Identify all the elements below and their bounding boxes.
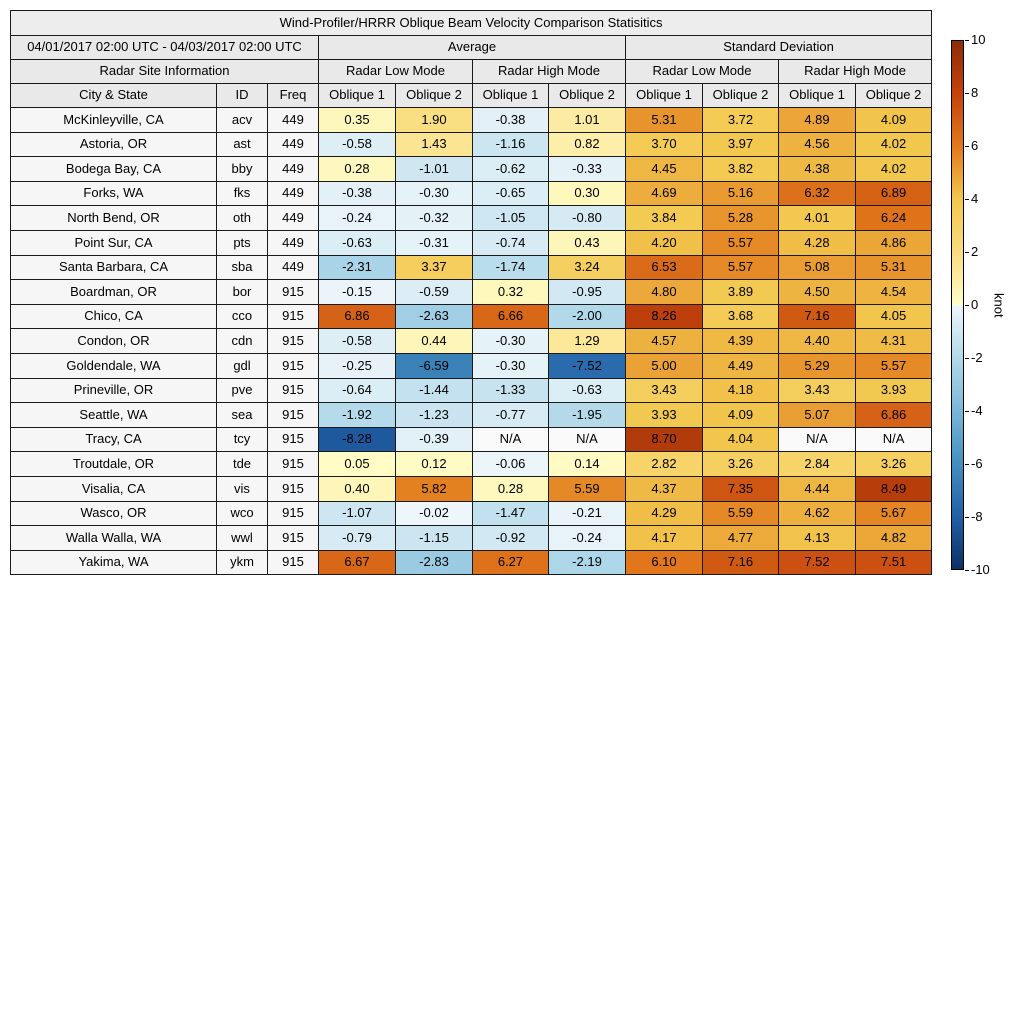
table-row [11,403,932,428]
std-value-cell: 5.28 [703,206,779,231]
avg-value-cell: 0.43 [549,230,626,255]
avg-value-cell: 1.01 [549,108,626,133]
avg-value-cell: -0.32 [396,206,473,231]
std-high-mode-header: Radar High Mode [779,60,932,84]
std-value-cell: 4.28 [779,230,856,255]
colorbar-tick-mark [965,93,969,94]
avg-value-cell: -1.33 [473,378,549,403]
std-value-cell: 4.54 [856,280,932,305]
site-id-cell: pts [217,230,268,255]
avg-value-cell: -1.92 [319,403,396,428]
avg-value-cell: -0.77 [473,403,549,428]
avg-value-cell: 0.14 [549,452,626,477]
std-value-cell: 3.93 [856,378,932,403]
colorbar-tick-label: 8 [971,85,979,100]
avg-low-mode-header: Radar Low Mode [319,60,473,84]
avg-value-cell: 5.59 [549,476,626,501]
avg-value-cell: -0.33 [549,157,626,182]
avg-value-cell: -0.79 [319,526,396,551]
std-value-cell: 4.09 [703,403,779,428]
std-value-cell: 3.26 [703,452,779,477]
site-id-cell: pve [217,378,268,403]
freq-cell: 915 [268,501,319,526]
std-value-cell: 3.72 [703,108,779,133]
colorbar-tick-label: 4 [971,191,979,206]
table-row [11,353,932,378]
std-value-cell: 7.52 [779,550,856,575]
std-value-cell: 6.10 [626,550,703,575]
avg-value-cell: -0.31 [396,230,473,255]
std-value-cell: 5.59 [703,501,779,526]
freq-cell: 449 [268,206,319,231]
avg-value-cell: -0.38 [319,181,396,206]
std-value-cell: 4.49 [703,353,779,378]
site-id-cell: tde [217,452,268,477]
site-id-cell: ykm [217,550,268,575]
oblique-header: Oblique 1 [319,84,396,108]
table-row [11,108,932,133]
avg-high-mode-header: Radar High Mode [473,60,626,84]
std-value-cell: 4.77 [703,526,779,551]
avg-value-cell: 5.82 [396,476,473,501]
site-id-cell: wco [217,501,268,526]
site-id-cell: cdn [217,329,268,354]
site-id-cell: ast [217,132,268,157]
avg-value-cell: 6.66 [473,304,549,329]
std-value-cell: 6.32 [779,181,856,206]
std-value-cell: 4.82 [856,526,932,551]
colorbar [951,40,964,570]
table-row [11,304,932,329]
column-header-row [11,84,932,108]
std-value-cell: 4.69 [626,181,703,206]
id-header: ID [217,84,268,108]
avg-value-cell: -2.31 [319,255,396,280]
std-value-cell: 4.57 [626,329,703,354]
avg-value-cell: -0.21 [549,501,626,526]
avg-value-cell: 0.05 [319,452,396,477]
site-id-cell: acv [217,108,268,133]
std-value-cell: 2.84 [779,452,856,477]
table-row [11,280,932,305]
colorbar-tick-mark [965,358,969,359]
table-row [11,452,932,477]
site-id-cell: gdl [217,353,268,378]
std-value-cell: 8.49 [856,476,932,501]
avg-value-cell: -1.23 [396,403,473,428]
city-cell: Yakima, WA [11,550,217,575]
std-value-cell: 5.16 [703,181,779,206]
std-value-cell: 6.24 [856,206,932,231]
std-value-cell: 4.56 [779,132,856,157]
colorbar-tick-mark [965,146,969,147]
site-info-header: Radar Site Information [11,60,319,84]
std-low-mode-header: Radar Low Mode [626,60,779,84]
statistics-table [10,10,932,575]
avg-value-cell: -0.95 [549,280,626,305]
std-value-cell: 6.89 [856,181,932,206]
avg-value-cell: -1.95 [549,403,626,428]
avg-value-cell: -0.30 [473,329,549,354]
colorbar-tick-label: 10 [971,32,986,47]
oblique-header: Oblique 1 [626,84,703,108]
std-value-cell: 4.80 [626,280,703,305]
avg-value-cell: -0.63 [549,378,626,403]
site-id-cell: fks [217,181,268,206]
table-row [11,501,932,526]
freq-cell: 915 [268,403,319,428]
std-value-cell: 4.40 [779,329,856,354]
avg-value-cell: -0.65 [473,181,549,206]
avg-value-cell: -0.58 [319,329,396,354]
table-row [11,550,932,575]
avg-value-cell: -7.52 [549,353,626,378]
city-cell: Boardman, OR [11,280,217,305]
std-value-cell: 8.70 [626,427,703,452]
std-value-cell: 6.53 [626,255,703,280]
table-row [11,427,932,452]
colorbar-tick-mark [965,40,969,41]
freq-cell: 915 [268,526,319,551]
std-value-cell: 4.89 [779,108,856,133]
site-id-cell: oth [217,206,268,231]
std-value-cell: 3.97 [703,132,779,157]
std-value-cell: 4.37 [626,476,703,501]
avg-value-cell: -0.25 [319,353,396,378]
oblique-header: Oblique 2 [396,84,473,108]
city-cell: Visalia, CA [11,476,217,501]
colorbar-tick-mark [965,252,969,253]
avg-value-cell: 0.40 [319,476,396,501]
oblique-header: Oblique 2 [856,84,932,108]
avg-value-cell: -1.15 [396,526,473,551]
group-average-header: Average [319,36,626,60]
std-value-cell: 4.38 [779,157,856,182]
std-value-cell: 3.26 [856,452,932,477]
avg-value-cell: 3.24 [549,255,626,280]
city-cell: Walla Walla, WA [11,526,217,551]
std-value-cell: 5.07 [779,403,856,428]
avg-value-cell: -0.62 [473,157,549,182]
std-value-cell: 5.31 [856,255,932,280]
std-value-cell: N/A [856,427,932,452]
city-cell: Wasco, OR [11,501,217,526]
std-value-cell: 3.70 [626,132,703,157]
std-value-cell: 3.68 [703,304,779,329]
std-value-cell: 4.62 [779,501,856,526]
city-cell: Troutdale, OR [11,452,217,477]
std-value-cell: 3.93 [626,403,703,428]
avg-value-cell: 0.35 [319,108,396,133]
std-value-cell: 3.43 [626,378,703,403]
colorbar-tick-mark [965,570,969,571]
std-value-cell: 3.84 [626,206,703,231]
table-row [11,181,932,206]
table-row [11,132,932,157]
std-value-cell: 7.51 [856,550,932,575]
avg-value-cell: -8.28 [319,427,396,452]
oblique-header: Oblique 2 [703,84,779,108]
std-value-cell: 5.57 [856,353,932,378]
colorbar-tick-label: -8 [971,509,983,524]
city-cell: Prineville, OR [11,378,217,403]
std-value-cell: 8.26 [626,304,703,329]
std-value-cell: 3.43 [779,378,856,403]
std-value-cell: 2.82 [626,452,703,477]
std-value-cell: 4.02 [856,132,932,157]
colorbar-tick-mark [965,199,969,200]
city-cell: Santa Barbara, CA [11,255,217,280]
table-title: Wind-Profiler/HRRR Oblique Beam Velocity Comparison Statisitics [11,11,932,36]
avg-value-cell: -0.59 [396,280,473,305]
site-id-cell: bor [217,280,268,305]
std-value-cell: 4.44 [779,476,856,501]
std-value-cell: 4.17 [626,526,703,551]
colorbar-tick-label: -2 [971,350,983,365]
freq-cell: 449 [268,132,319,157]
site-id-cell: bby [217,157,268,182]
avg-value-cell: 0.28 [319,157,396,182]
avg-value-cell: 0.32 [473,280,549,305]
std-value-cell: 5.00 [626,353,703,378]
std-value-cell: 5.31 [626,108,703,133]
colorbar-tick-label: -10 [971,562,990,577]
freq-cell: 915 [268,329,319,354]
std-value-cell: 4.02 [856,157,932,182]
std-value-cell: 5.08 [779,255,856,280]
avg-value-cell: 1.29 [549,329,626,354]
std-value-cell: 4.05 [856,304,932,329]
table-row [11,157,932,182]
table-row [11,255,932,280]
avg-value-cell: -1.74 [473,255,549,280]
colorbar-tick-mark [965,517,969,518]
std-value-cell: 4.13 [779,526,856,551]
std-value-cell: 4.01 [779,206,856,231]
avg-value-cell: N/A [473,427,549,452]
std-value-cell: 4.31 [856,329,932,354]
colorbar-tick-mark [965,305,969,306]
freq-cell: 915 [268,476,319,501]
table-row [11,526,932,551]
std-value-cell: 7.16 [779,304,856,329]
avg-value-cell: -2.00 [549,304,626,329]
table-row [11,378,932,403]
std-value-cell: 4.39 [703,329,779,354]
avg-value-cell: -0.30 [396,181,473,206]
site-id-cell: sba [217,255,268,280]
table-row [11,230,932,255]
freq-cell: 915 [268,353,319,378]
colorbar-tick-label: 0 [971,297,979,312]
avg-value-cell: -0.02 [396,501,473,526]
std-value-cell: N/A [779,427,856,452]
avg-value-cell: 0.12 [396,452,473,477]
avg-value-cell: -2.83 [396,550,473,575]
freq-cell: 449 [268,181,319,206]
site-id-cell: wwl [217,526,268,551]
std-value-cell: 5.67 [856,501,932,526]
site-id-cell: cco [217,304,268,329]
avg-value-cell: 1.90 [396,108,473,133]
avg-value-cell: 6.67 [319,550,396,575]
city-cell: Astoria, OR [11,132,217,157]
std-value-cell: 5.57 [703,230,779,255]
site-id-cell: tcy [217,427,268,452]
city-cell: Tracy, CA [11,427,217,452]
avg-value-cell: -0.24 [319,206,396,231]
avg-value-cell: -0.63 [319,230,396,255]
std-value-cell: 4.86 [856,230,932,255]
avg-value-cell: -0.92 [473,526,549,551]
freq-cell: 449 [268,255,319,280]
avg-value-cell: 1.43 [396,132,473,157]
freq-header: Freq [268,84,319,108]
avg-value-cell: -0.58 [319,132,396,157]
std-value-cell: 5.29 [779,353,856,378]
avg-value-cell: -1.44 [396,378,473,403]
oblique-header: Oblique 2 [549,84,626,108]
colorbar-tick-mark [965,464,969,465]
city-cell: Goldendale, WA [11,353,217,378]
freq-cell: 915 [268,427,319,452]
std-value-cell: 4.20 [626,230,703,255]
city-state-header: City & State [11,84,217,108]
table-row [11,329,932,354]
avg-value-cell: 6.27 [473,550,549,575]
std-value-cell: 3.89 [703,280,779,305]
avg-value-cell: 0.30 [549,181,626,206]
avg-value-cell: 6.86 [319,304,396,329]
avg-value-cell: -0.39 [396,427,473,452]
avg-value-cell: -1.47 [473,501,549,526]
avg-value-cell: -0.06 [473,452,549,477]
city-cell: Forks, WA [11,181,217,206]
group-header-row [11,36,932,60]
avg-value-cell: 3.37 [396,255,473,280]
freq-cell: 449 [268,108,319,133]
avg-value-cell: -0.80 [549,206,626,231]
freq-cell: 915 [268,304,319,329]
freq-cell: 449 [268,230,319,255]
freq-cell: 915 [268,550,319,575]
avg-value-cell: -0.30 [473,353,549,378]
city-cell: Condon, OR [11,329,217,354]
avg-value-cell: -1.01 [396,157,473,182]
freq-cell: 915 [268,378,319,403]
mode-header-row [11,60,932,84]
group-std-header: Standard Deviation [626,36,932,60]
date-range: 04/01/2017 02:00 UTC - 04/03/2017 02:00 UTC [11,36,319,60]
table-row [11,476,932,501]
colorbar-tick-label: 2 [971,244,979,259]
freq-cell: 449 [268,157,319,182]
avg-value-cell: -0.15 [319,280,396,305]
city-cell: Seattle, WA [11,403,217,428]
freq-cell: 915 [268,452,319,477]
avg-value-cell: -2.19 [549,550,626,575]
title-row [11,11,932,36]
avg-value-cell: -0.38 [473,108,549,133]
colorbar-tick-label: -4 [971,403,983,418]
avg-value-cell: 0.82 [549,132,626,157]
avg-value-cell: -1.16 [473,132,549,157]
std-value-cell: 4.45 [626,157,703,182]
city-cell: Bodega Bay, CA [11,157,217,182]
std-value-cell: 4.18 [703,378,779,403]
avg-value-cell: -1.05 [473,206,549,231]
city-cell: North Bend, OR [11,206,217,231]
avg-value-cell: -0.64 [319,378,396,403]
std-value-cell: 4.29 [626,501,703,526]
std-value-cell: 4.04 [703,427,779,452]
table-row [11,206,932,231]
avg-value-cell: -0.74 [473,230,549,255]
avg-value-cell: N/A [549,427,626,452]
oblique-header: Oblique 1 [779,84,856,108]
avg-value-cell: -0.24 [549,526,626,551]
site-id-cell: sea [217,403,268,428]
std-value-cell: 7.16 [703,550,779,575]
std-value-cell: 7.35 [703,476,779,501]
colorbar-tick-label: 6 [971,138,979,153]
avg-value-cell: 0.44 [396,329,473,354]
std-value-cell: 4.50 [779,280,856,305]
site-id-cell: vis [217,476,268,501]
colorbar-tick-mark [965,411,969,412]
avg-value-cell: -6.59 [396,353,473,378]
std-value-cell: 3.82 [703,157,779,182]
std-value-cell: 6.86 [856,403,932,428]
colorbar-tick-label: -6 [971,456,983,471]
colorbar-unit-label: knot [991,292,1007,318]
city-cell: Chico, CA [11,304,217,329]
city-cell: McKinleyville, CA [11,108,217,133]
avg-value-cell: -1.07 [319,501,396,526]
city-cell: Point Sur, CA [11,230,217,255]
avg-value-cell: -2.63 [396,304,473,329]
freq-cell: 915 [268,280,319,305]
std-value-cell: 4.09 [856,108,932,133]
std-value-cell: 5.57 [703,255,779,280]
oblique-header: Oblique 1 [473,84,549,108]
avg-value-cell: 0.28 [473,476,549,501]
